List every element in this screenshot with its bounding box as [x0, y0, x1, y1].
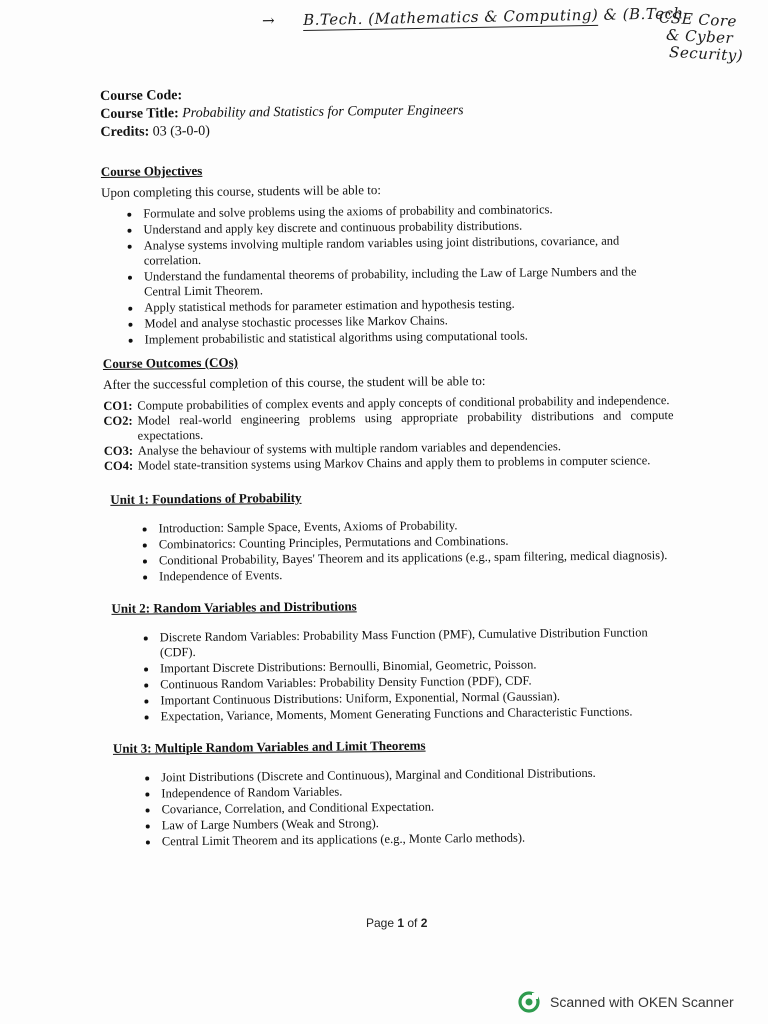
- list-item: • Apply statistical methods for parameter estimation and hypothesis testing.: [142, 295, 672, 316]
- list-item: • Central Limit Theorem and its applications (e.g., Monte Carlo methods).: [160, 829, 678, 849]
- list-item: • Discrete Random Variables: Probability Mass Function (PMF), Cumulative Distribution Function (CDF).: [158, 625, 676, 660]
- objectives-heading: Course Objectives: [100, 162, 203, 179]
- list-item: • Model and analyse stochastic processes like Markov Chains.: [142, 311, 672, 332]
- objectives-list: [101, 201, 672, 348]
- page-total: 2: [420, 916, 428, 930]
- course-code-label: Course Code:: [100, 88, 183, 104]
- handwritten-connector: & (B.Tech: [603, 4, 684, 24]
- course-title-label: Course Title:: [100, 106, 179, 122]
- list-item: • Law of Large Numbers (Weak and Strong).: [160, 813, 678, 833]
- arrow-icon: →: [261, 11, 276, 30]
- credits-label: Credits:: [100, 124, 150, 140]
- list-item: • Implement probabilistic and statistical algorithms using computational tools.: [143, 327, 673, 348]
- oken-scanner-logo-icon: [518, 991, 540, 1013]
- unit-3: [113, 735, 678, 850]
- page-number: [366, 916, 427, 930]
- scanner-watermark: [518, 991, 734, 1013]
- outcomes-heading: Course Outcomes (COs): [102, 354, 239, 371]
- outcome-text: Analyse the behaviour of systems with multiple random variables and dependencies.: [137, 439, 562, 458]
- outcome-code: CO2:: [103, 413, 133, 428]
- scanner-label: Scanned with OKEN Scanner: [550, 994, 734, 1010]
- outcome-code: CO1:: [103, 398, 133, 413]
- course-title-value: Probability and Statistics for Computer Engineers: [182, 103, 464, 122]
- list-item: • Independence of Events.: [157, 564, 675, 584]
- list-item: • Understand and apply key discrete and continuous probability distributions.: [141, 217, 671, 238]
- unit-1: [110, 486, 675, 585]
- credits-value: 03 (3-0-0): [152, 123, 210, 140]
- handwritten-side-line: & Cyber: [665, 25, 734, 48]
- page-of: of: [404, 916, 421, 930]
- list-item: • Important Continuous Distributions: Uniform, Exponential, Normal (Gaussian).: [158, 688, 676, 708]
- list-item: • Combinatorics: Counting Principles, Permutations and Combinations.: [157, 532, 675, 552]
- outcomes-intro: After the successful completion of this course, the student will be able to:: [103, 372, 486, 392]
- list-item: • Analyse systems involving multiple random variables using joint distributions, covariance, and correlation.: [142, 233, 672, 269]
- page-current: 1: [397, 916, 405, 930]
- document-body: [100, 82, 678, 851]
- unit-heading: Unit 2: Random Variables and Distributions: [111, 598, 357, 616]
- unit-heading: Unit 3: Multiple Random Variables and Limit Theorems: [112, 737, 426, 756]
- handwritten-program: B.Tech. (Mathematics & Computing): [302, 5, 599, 29]
- page-prefix: Page: [366, 916, 398, 930]
- list-item: • Joint Distributions (Discrete and Continuous), Marginal and Conditional Distributions.: [159, 765, 677, 785]
- course-header: [100, 82, 671, 142]
- outcome-text: Model state-transition systems using Markov Chains and apply them to problems in computer science.: [137, 453, 651, 473]
- list-item: • Formulate and solve problems using the axioms of probability and combinatorics.: [141, 201, 671, 222]
- objectives-intro: Upon completing this course, students will be able to:: [101, 182, 381, 200]
- list-item: • Covariance, Correlation, and Conditional Expectation.: [159, 797, 677, 817]
- list-item: • Introduction: Sample Space, Events, Axioms of Probability.: [157, 516, 675, 536]
- list-item: • Conditional Probability, Bayes' Theorem and its applications (e.g., spam filtering, medical diagnosis).: [157, 548, 675, 568]
- list-item: • Understand the fundamental theorems of probability, including the Law of Large Numbers and the Central Limit Theorem.: [142, 264, 672, 300]
- unit-topics: [113, 765, 678, 850]
- handwritten-side-line: CSE Core: [658, 8, 738, 31]
- outcome-text: Compute probabilities of complex events and apply concepts of conditional probability and independence.: [137, 393, 670, 413]
- handwritten-side-line: Security): [668, 43, 744, 65]
- outcomes-list: [103, 393, 674, 474]
- outcome-code: CO4:: [103, 458, 134, 473]
- unit-topics: [112, 625, 677, 725]
- list-item: • Expectation, Variance, Moments, Moment Generating Functions and Characteristic Functions.: [159, 704, 677, 724]
- outcome-code: CO3:: [103, 443, 134, 458]
- list-item: • Independence of Random Variables.: [159, 781, 677, 801]
- list-item: • Important Discrete Distributions: Bernoulli, Binomial, Geometric, Poisson.: [158, 656, 676, 676]
- unit-topics: [111, 516, 676, 585]
- unit-2: [111, 595, 676, 725]
- outcome-text: Model real-world engineering problems using appropriate probability distributions and compute expectations.: [137, 408, 674, 443]
- handwritten-annotation: [262, 4, 684, 29]
- list-item: • Continuous Random Variables: Probability Density Function (PDF), CDF.: [158, 672, 676, 692]
- unit-heading: Unit 1: Foundations of Probability: [110, 489, 302, 507]
- handwritten-side-note: [657, 9, 760, 65]
